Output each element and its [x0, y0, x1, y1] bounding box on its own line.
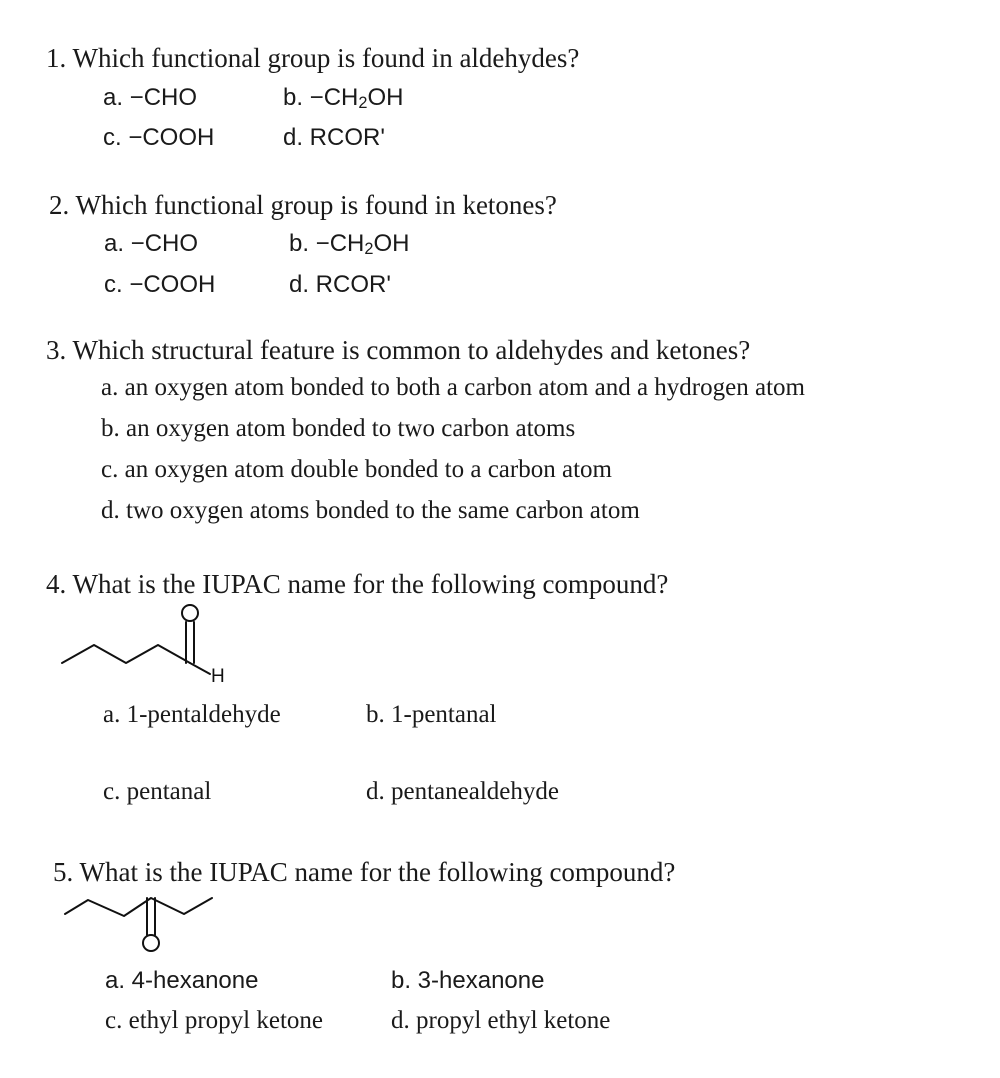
- question-1-prompt: 1. Which functional group is found in aldehydes?: [46, 43, 580, 73]
- oxygen-ring: [143, 935, 159, 951]
- question-4-prompt: 4. What is the IUPAC name for the following compound?: [46, 569, 669, 599]
- question-2-prompt: 2. Which functional group is found in ketones?: [49, 190, 557, 220]
- option-b-prefix: b. −CH: [289, 230, 365, 257]
- question-4-option-a[interactable]: a. 1-pentaldehyde: [103, 701, 281, 728]
- option-b-prefix: b. −CH: [283, 84, 359, 111]
- question-4-option-c[interactable]: c. pentanal: [103, 778, 212, 805]
- question-2-option-d[interactable]: d. RCOR': [289, 271, 391, 298]
- question-5-option-b[interactable]: b. 3-hexanone: [391, 967, 545, 994]
- question-1-option-d[interactable]: d. RCOR': [283, 124, 385, 151]
- question-2-option-c[interactable]: c. −COOH: [104, 271, 216, 298]
- question-3-prompt: 3. Which structural feature is common to aldehydes and ketones?: [46, 335, 751, 365]
- question-3-option-b[interactable]: b. an oxygen atom bonded to two carbon atoms: [101, 415, 576, 442]
- question-4-option-b[interactable]: b. 1-pentanal: [366, 701, 497, 728]
- question-3-option-c[interactable]: c. an oxygen atom double bonded to a carbon atom: [101, 456, 612, 483]
- question-3-option-a[interactable]: a. an oxygen atom bonded to both a carbon atom and a hydrogen atom: [101, 374, 805, 401]
- question-1-option-a[interactable]: a. −CHO: [103, 84, 198, 111]
- carbon-chain-bonds: [65, 898, 212, 916]
- question-4-option-d[interactable]: d. pentanealdehyde: [366, 778, 559, 805]
- question-5-option-a[interactable]: a. 4-hexanone: [105, 967, 259, 994]
- question-2-option-a[interactable]: a. −CHO: [104, 230, 199, 257]
- question-5-option-c[interactable]: c. ethyl propyl ketone: [105, 1007, 323, 1034]
- option-b-subscript: 2: [364, 239, 374, 258]
- question-5-prompt: 5. What is the IUPAC name for the following compound?: [53, 857, 676, 887]
- question-5-option-d[interactable]: d. propyl ethyl ketone: [391, 1007, 611, 1034]
- hydrogen-atom-label: H: [211, 666, 225, 687]
- option-b-suffix: OH: [373, 230, 410, 257]
- question-1-option-c[interactable]: c. −COOH: [103, 124, 215, 151]
- option-b-suffix: OH: [367, 84, 404, 111]
- option-b-subscript: 2: [358, 93, 368, 112]
- question-3-option-d[interactable]: d. two oxygen atoms bonded to the same carbon atom: [101, 497, 640, 524]
